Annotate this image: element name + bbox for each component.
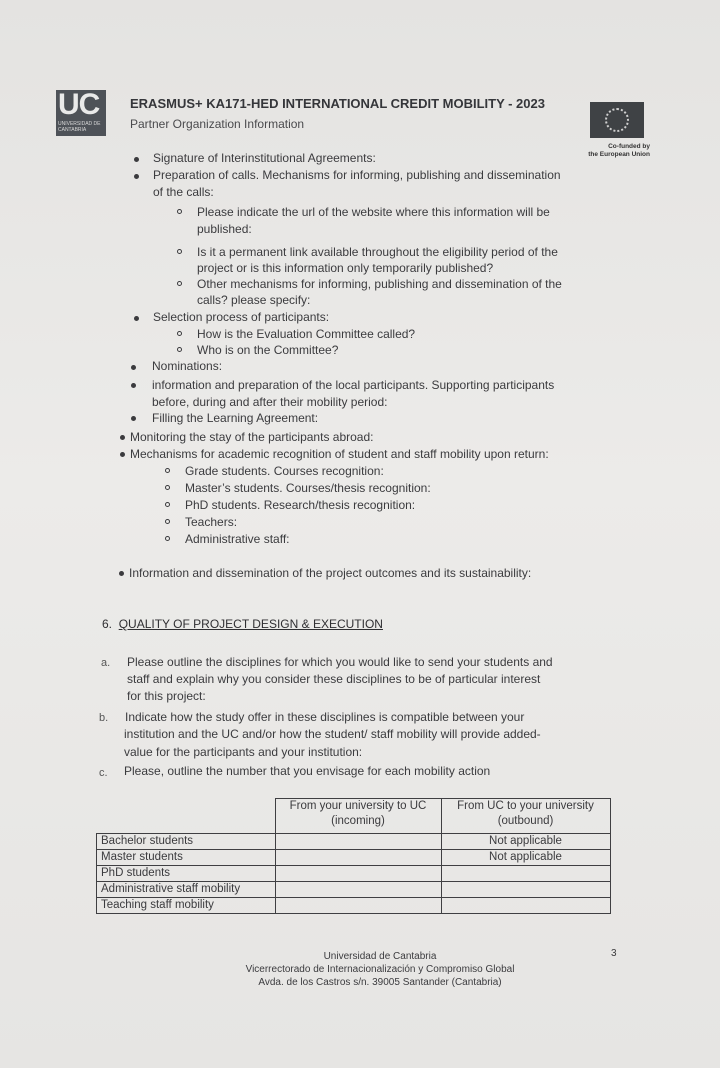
incoming-cell[interactable]	[275, 882, 441, 898]
sub-bullet-icon	[177, 281, 182, 286]
bullet-icon	[134, 174, 139, 179]
item-a-l1: Please outline the disciplines for which you would like to send your students and	[127, 655, 553, 669]
sub-bullet-icon	[165, 536, 170, 541]
document-title: ERASMUS+ KA171-HED INTERNATIONAL CREDIT MOBILITY - 2023	[130, 96, 545, 111]
logo-subtext: UNIVERSIDAD DE CANTABRIA	[58, 121, 101, 133]
row-label: Bachelor students	[97, 834, 276, 850]
incoming-cell[interactable]	[275, 834, 441, 850]
bullet-selection: Selection process of participants:	[153, 310, 330, 324]
section-heading	[102, 617, 383, 631]
bullet-information-l1: information and preparation of the local participants. Supporting participants	[152, 378, 555, 392]
sub-mechanisms-l2: calls? please specify:	[197, 293, 311, 307]
outbound-cell[interactable]	[441, 866, 610, 882]
section-title: QUALITY OF PROJECT DESIGN & EXECUTION	[118, 617, 383, 631]
sub-bullet-icon	[165, 468, 170, 473]
document-subtitle: Partner Organization Information	[130, 117, 305, 131]
row-label: Master students	[97, 850, 276, 866]
incoming-cell[interactable]	[275, 898, 441, 914]
sub-bullet-icon	[177, 347, 182, 352]
table-corner-cell	[97, 799, 276, 834]
sub-grade: Grade students. Courses recognition:	[185, 464, 384, 478]
sub-permanent-l1: Is it a permanent link available throughout the eligibility period of the	[197, 245, 558, 259]
table-row	[97, 850, 611, 866]
sub-committee-members: Who is on the Committee?	[197, 343, 339, 357]
logo-text: UC	[58, 88, 100, 121]
bullet-calls-l1: Preparation of calls. Mechanisms for informing, publishing and dissemination	[153, 168, 561, 182]
incoming-header-l1: From your university to UC	[289, 800, 427, 812]
section-number: 6.	[102, 617, 113, 631]
sub-bullet-icon	[165, 502, 170, 507]
outbound-cell[interactable]	[441, 898, 610, 914]
sub-committee-name: How is the Evaluation Committee called?	[197, 327, 416, 341]
item-c-l1: Please, outline the number that you envisage for each mobility action	[124, 764, 491, 778]
item-c-label: c.	[99, 767, 108, 779]
bullet-information-l2: before, during and after their mobility period:	[152, 395, 388, 409]
sub-admin-staff: Administrative staff:	[185, 532, 290, 546]
sub-masters: Master’s students. Courses/thesis recognition:	[185, 481, 431, 495]
bullet-icon	[120, 435, 125, 440]
table-row	[97, 834, 611, 850]
bullet-nominations: Nominations:	[152, 359, 223, 373]
bullet-icon	[119, 571, 124, 576]
item-a-l3: for this project:	[127, 689, 206, 703]
item-b-l3: value for the participants and your institution:	[124, 745, 363, 759]
sub-mechanisms-l1: Other mechanisms for informing, publishing and dissemination of the	[197, 277, 562, 291]
bullet-icon	[131, 365, 136, 370]
outbound-cell[interactable]	[441, 882, 610, 898]
bullet-icon	[134, 157, 139, 162]
footer-vicerrectorado: Vicerrectorado de Internacionalización y Compromiso Global	[245, 964, 515, 975]
sub-phd: PhD students. Research/thesis recognition:	[185, 498, 416, 512]
bullet-icon	[134, 316, 139, 321]
outbound-header-l1: From UC to your university	[457, 800, 594, 812]
item-b-label: b.	[99, 712, 109, 724]
incoming-cell[interactable]	[275, 866, 441, 882]
sub-bullet-icon	[177, 249, 182, 254]
item-a-l2: staff and explain why you consider these disciplines to be of particular interest	[127, 672, 541, 686]
item-b-l1: Indicate how the study offer in these disciplines is compatible between your	[125, 710, 525, 724]
bullet-calls-l2: of the calls:	[153, 185, 214, 199]
bullet-agreements: Signature of Interinstitutional Agreements:	[153, 151, 376, 165]
table-header-incoming	[275, 799, 441, 834]
item-b-l2: institution and the UC and/or how the student/ staff mobility will provide added-	[124, 727, 541, 741]
sub-bullet-icon	[165, 485, 170, 490]
sub-url-l1: Please indicate the url of the website where this information will be	[197, 205, 550, 219]
bullet-icon	[120, 452, 125, 457]
eu-flag-icon	[590, 102, 644, 138]
table-row	[97, 866, 611, 882]
sub-url-l2: published:	[197, 222, 252, 236]
incoming-header-l2: (incoming)	[331, 815, 385, 827]
bullet-learning-agreement: Filling the Learning Agreement:	[152, 411, 319, 425]
item-a-label: a.	[101, 657, 111, 669]
uc-logo	[56, 90, 106, 136]
incoming-cell[interactable]	[275, 850, 441, 866]
table-header-outbound	[441, 799, 610, 834]
bullet-icon	[131, 416, 136, 421]
bullet-recognition: Mechanisms for academic recognition of student and staff mobility upon return:	[130, 447, 549, 461]
eu-caption-line1: Co-funded by	[608, 143, 650, 150]
table-row	[97, 898, 611, 914]
sub-bullet-icon	[177, 331, 182, 336]
outbound-header-l2: (outbound)	[497, 815, 554, 827]
eu-caption	[586, 143, 650, 159]
footer-address: Avda. de los Castros s/n. 39005 Santander (Cantabria)	[258, 977, 502, 988]
footer-university: Universidad de Cantabria	[323, 951, 437, 962]
bullet-monitoring: Monitoring the stay of the participants abroad:	[130, 430, 374, 444]
row-label: Administrative staff mobility	[97, 882, 276, 898]
sub-teachers: Teachers:	[185, 515, 238, 529]
outbound-cell[interactable]: Not applicable	[441, 850, 610, 866]
sub-bullet-icon	[177, 209, 182, 214]
bullet-dissemination: Information and dissemination of the project outcomes and its sustainability:	[129, 566, 532, 580]
row-label: PhD students	[97, 866, 276, 882]
sub-permanent-l2: project or is this information only temporarily published?	[197, 261, 494, 275]
outbound-cell[interactable]: Not applicable	[441, 834, 610, 850]
eu-caption-line2: the European Union	[588, 151, 650, 158]
bullet-icon	[131, 383, 136, 388]
page-number: 3	[611, 948, 617, 959]
sub-bullet-icon	[165, 519, 170, 524]
table-row	[97, 882, 611, 898]
table-header-row	[97, 799, 611, 834]
mobility-table	[96, 798, 611, 914]
row-label: Teaching staff mobility	[97, 898, 276, 914]
